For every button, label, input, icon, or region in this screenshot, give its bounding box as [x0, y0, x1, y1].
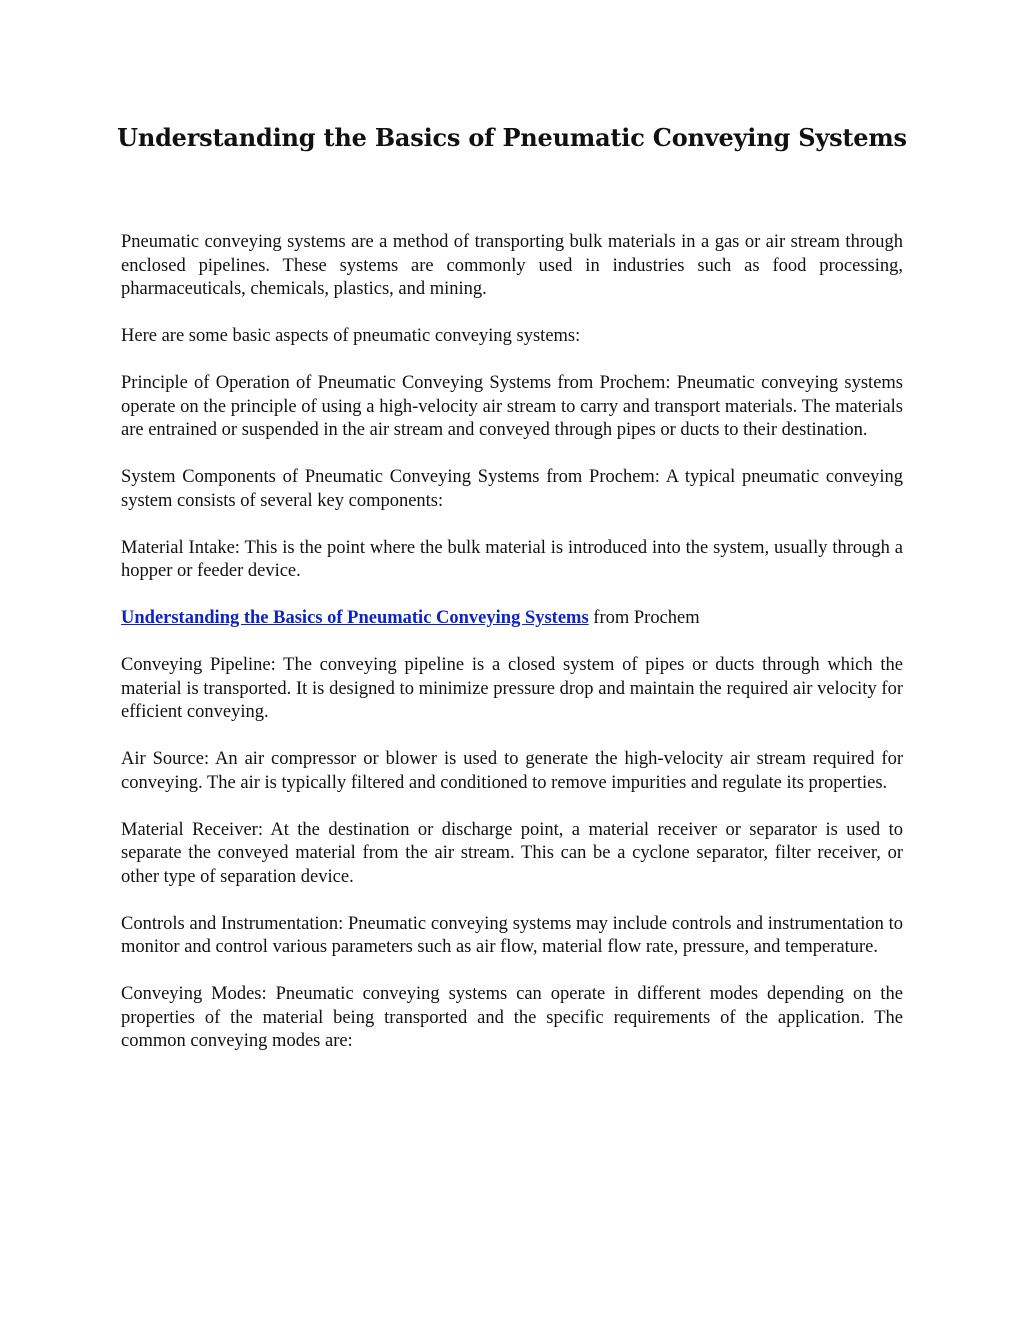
paragraph-pipeline: Conveying Pipeline: The conveying pipeline is a closed system of pipes or ducts through which the material is transported. It is designed to minimize pressure drop and maintain the required air velocity for efficient conveying.: [121, 655, 903, 722]
paragraph-modes: Conveying Modes: Pneumatic conveying systems can operate in different modes depending on the properties of the material being transported and the specific requirements of the application. The common conveying modes are:: [121, 984, 903, 1051]
paragraph-components: System Components of Pneumatic Conveying Systems from Prochem: A typical pneumatic conveying system consists of several key components:: [121, 467, 903, 511]
paragraph-principle: Principle of Operation of Pneumatic Conveying Systems from Prochem: Pneumatic conveying systems operate on the principle of using a high-velocity air stream to carry and transport materials. The materials are entrained or suspended in the air stream and conveyed through pipes or ducts to their destination.: [121, 373, 903, 440]
link-line: [121, 607, 903, 631]
link-suffix: from Prochem: [588, 608, 700, 628]
document-body: [121, 231, 903, 1077]
article-link[interactable]: Understanding the Basics of Pneumatic Conveying Systems: [121, 608, 589, 628]
paragraph-intro: Pneumatic conveying systems are a method of transporting bulk materials in a gas or air stream through enclosed pipelines. These systems are commonly used in industries such as food processing, pharmaceuticals, chemicals, plastics, and mining.: [121, 232, 903, 299]
paragraph-aspects: Here are some basic aspects of pneumatic conveying systems:: [121, 326, 581, 346]
paragraph-receiver: Material Receiver: At the destination or discharge point, a material receiver or separator is used to separate the conveyed material from the air stream. This can be a cyclone separator, filter receiver, or other type of separation device.: [121, 819, 903, 887]
paragraph-material-intake: Material Intake: This is the point where the bulk material is introduced into the system, usually through a hopper or feeder device.: [121, 537, 903, 581]
paragraph-air-source: Air Source: An air compressor or blower is used to generate the high-velocity air stream required for conveying. The air is typically filtered and conditioned to remove impurities and regulate its properties.: [121, 749, 903, 793]
paragraph-controls: Controls and Instrumentation: Pneumatic conveying systems may include controls and instrumentation to monitor and control various parameters such as air flow, material flow rate, pressure, and temperature.: [121, 913, 903, 957]
page-title: Understanding the Basics of Pneumatic Conveying Systems: [117, 123, 907, 152]
